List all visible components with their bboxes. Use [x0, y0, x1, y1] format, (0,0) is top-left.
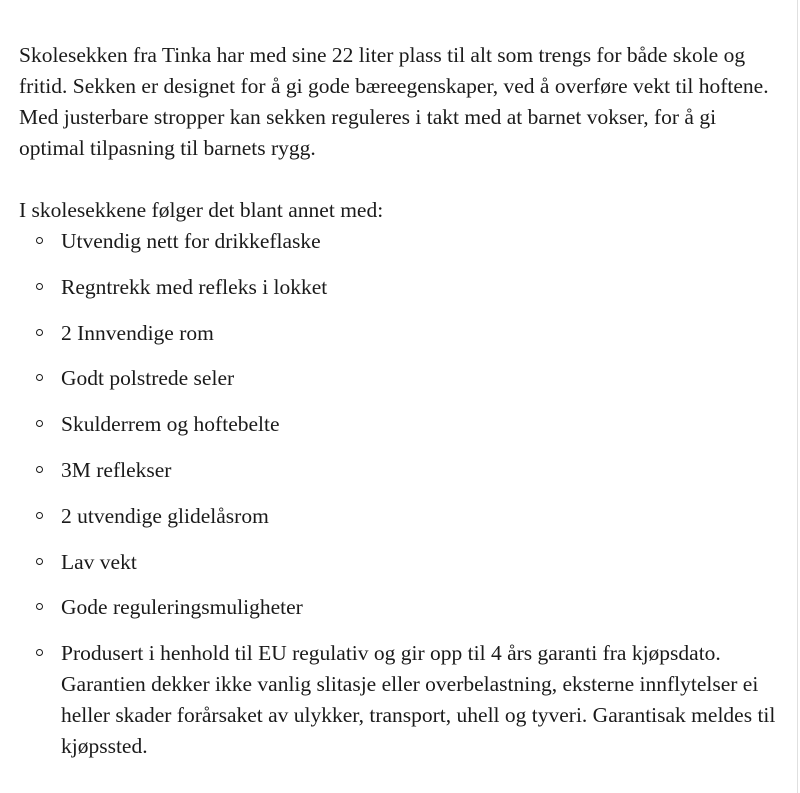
list-item — [19, 547, 779, 578]
list-item-text: Skulderrem og hoftebelte — [61, 412, 280, 437]
list-item — [19, 318, 779, 349]
list-item-text: Utvendig nett for drikkeflaske — [61, 229, 321, 253]
list-item-text: Lav vekt — [61, 549, 137, 574]
bullet-circle-icon — [36, 466, 43, 473]
list-item — [19, 409, 779, 440]
list-item-text: 2 utvendige glidelåsrom — [61, 503, 269, 528]
list-item — [19, 226, 779, 257]
bullet-circle-icon — [36, 283, 43, 290]
list-item — [19, 272, 779, 303]
list-item — [19, 638, 779, 762]
list-item-text: Godt polstrede seler — [61, 366, 235, 391]
bullet-circle-icon — [36, 649, 43, 656]
list-item — [19, 501, 779, 532]
list-item — [19, 455, 779, 486]
bullet-circle-icon — [36, 329, 43, 336]
bullet-circle-icon — [36, 603, 43, 610]
bullet-circle-icon — [36, 237, 43, 244]
features-list — [19, 226, 779, 762]
list-item-text: Gode reguleringsmuligheter — [61, 595, 303, 620]
bullet-circle-icon — [36, 420, 43, 427]
intro-paragraph: Skolesekken fra Tinka har med sine 22 liter plass til alt som trengs for både skole og fritid. Sekken er designet for å gi gode bæreegenskaper, ved å overføre vekt til hoftene. Med justerbare stropper kan sekken reguleres i takt med at barnet vokser, for å gi optimal tilpasning til barnets rygg. — [19, 43, 769, 160]
list-item-text: Regntrekk med refleks i lokket — [61, 274, 328, 299]
bullet-circle-icon — [36, 512, 43, 519]
bullet-circle-icon — [36, 374, 43, 381]
list-item-text: 2 Innvendige rom — [61, 320, 214, 345]
bullet-circle-icon — [36, 558, 43, 565]
list-item-text: Produsert i henhold til EU regulativ og gir opp til 4 års garanti fra kjøpsdato. Garantien dekker ikke vanlig slitasje eller overbelastning, eksterne innflytelser ei heller skader forårsaket av ulykker, transport, uhell og tyveri. Garantisak meldes til kjøpssted. — [61, 641, 776, 759]
product-description — [19, 40, 779, 777]
list-item-text: 3M reflekser — [61, 457, 172, 482]
list-item — [19, 592, 779, 623]
list-item — [19, 363, 779, 394]
page-border — [797, 0, 798, 793]
features-heading: I skolesekkene følger det blant annet med: — [19, 198, 384, 222]
